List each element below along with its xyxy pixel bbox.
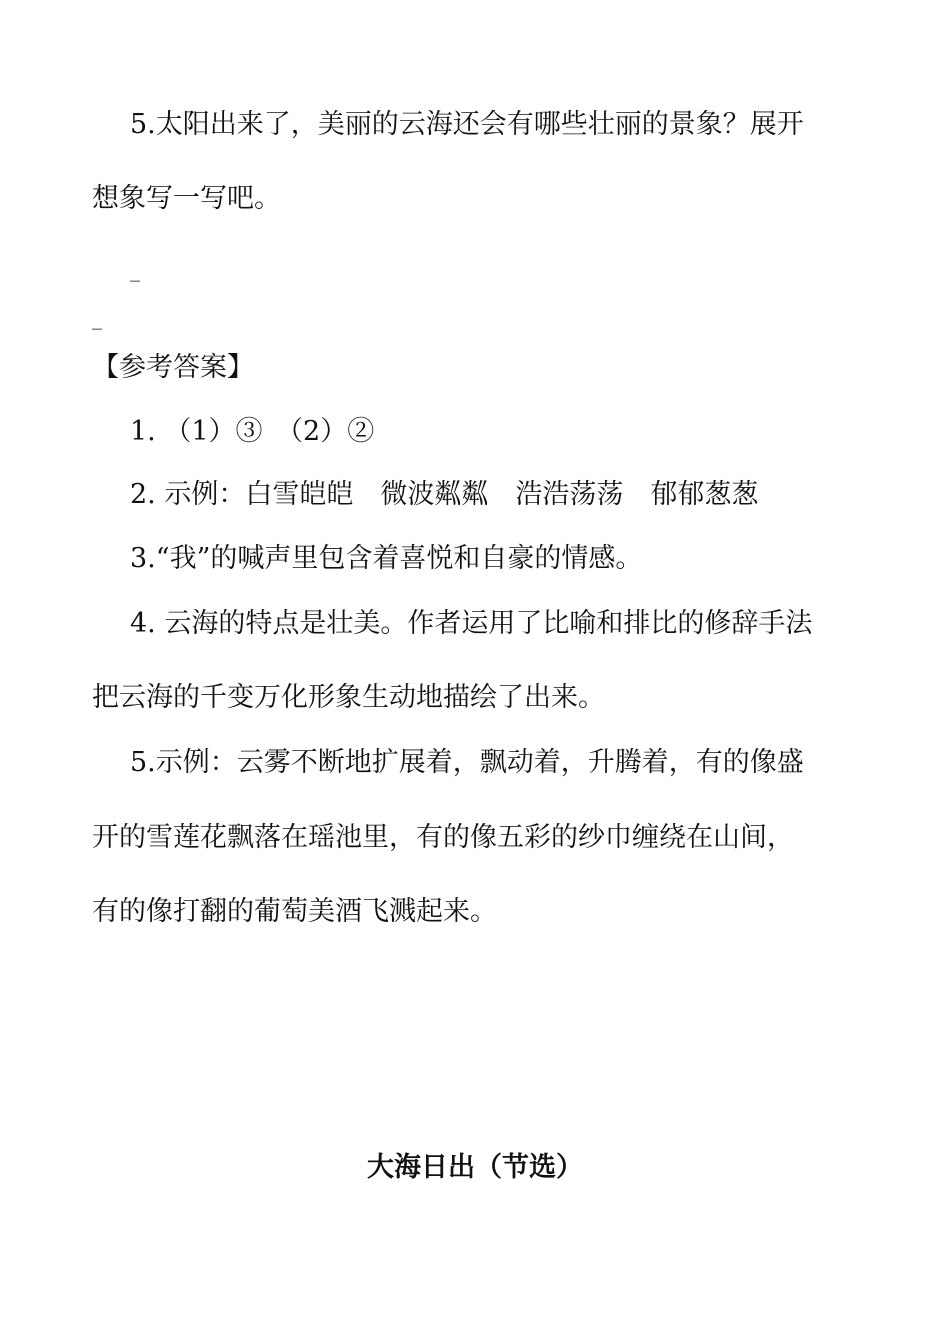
answer-5-line-3: 有的像打翻的葡萄美酒飞溅起来。 [92,896,497,927]
section-title: 大海日出（节选） [367,1152,583,1183]
answer-blank-1: _ [130,258,140,282]
answer-4-line-2: 把云海的千变万化形象生动地描绘了出来。 [92,682,605,713]
question-5-line-2: 想象写一写吧。 [92,183,281,214]
answer-5-line-1: 5.示例：云雾不断地扩展着，飘动着，升腾着，有的像盛 [130,747,804,778]
answer-1: 1. （1）③ （2）② [130,416,375,447]
answers-heading: 【参考答案】 [92,352,254,383]
answer-3: 3.“我”的喊声里包含着喜悦和自豪的情感。 [130,543,643,574]
answer-5-line-2: 开的雪莲花飘落在瑶池里，有的像五彩的纱巾缠绕在山间， [92,822,794,853]
answer-blank-2: _ [92,306,102,330]
answer-4-line-1: 4. 云海的特点是壮美。作者运用了比喻和排比的修辞手法 [130,608,813,639]
question-5-line-1: 5.太阳出来了，美丽的云海还会有哪些壮丽的景象？展开 [130,109,804,140]
answer-2: 2. 示例：白雪皑皑 微波粼粼 浩浩荡荡 郁郁葱葱 [130,479,759,510]
